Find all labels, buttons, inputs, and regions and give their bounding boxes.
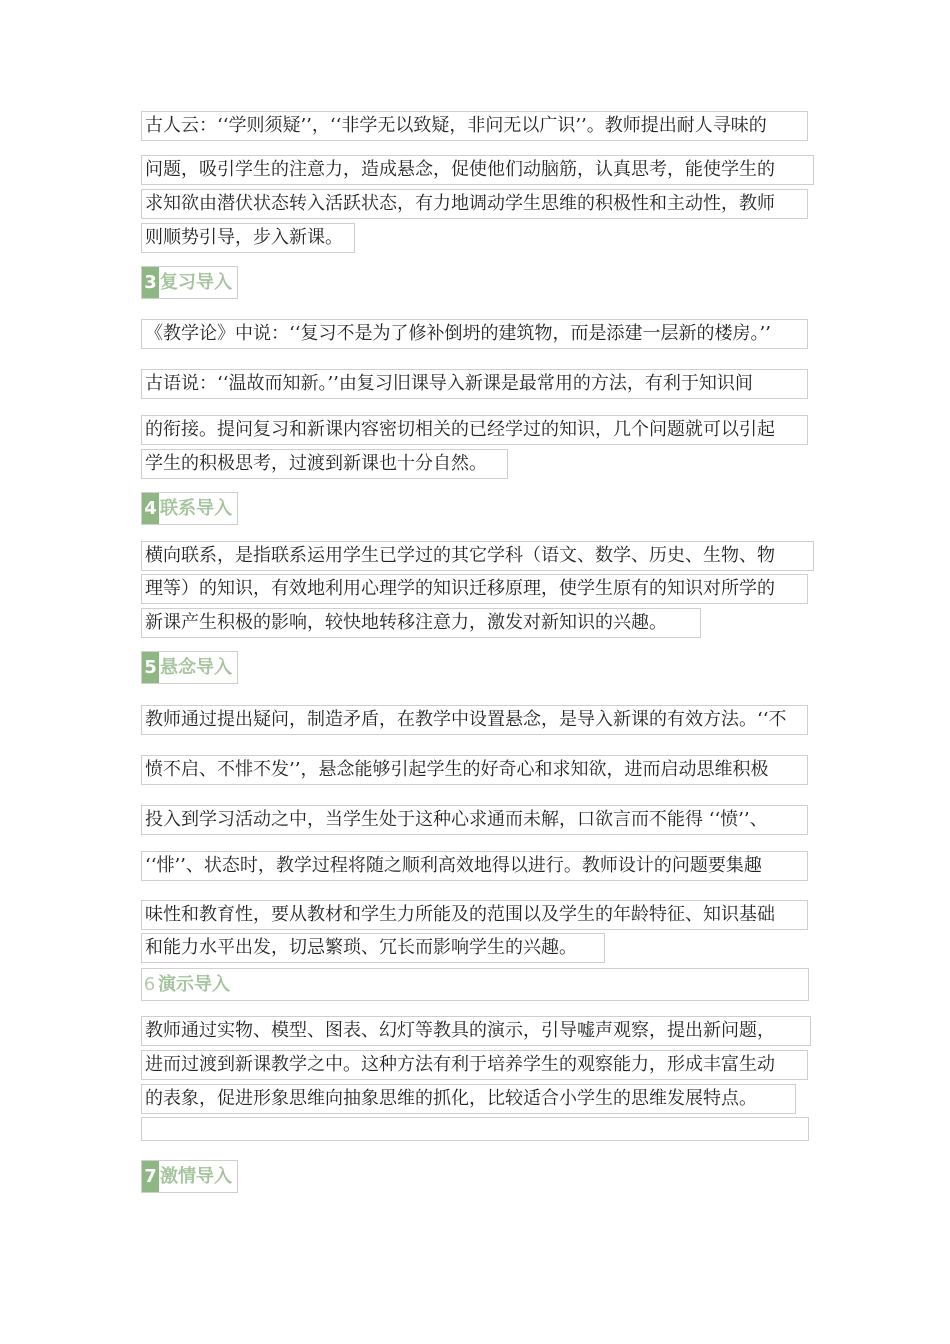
paragraph6-line-1: 教师通过实物、模型、图表、幻灯等教具的演示，引导嘘声观察，提出新问题，	[141, 1016, 811, 1046]
paragraph1-line-2: 问题，吸引学生的注意力，造成悬念，促使他们动脑筋，认真思考，能使学生的	[141, 155, 814, 185]
section3-number: 3	[142, 267, 159, 298]
paragraph1-line-4: 则顺势引导，步入新课。	[141, 223, 355, 253]
paragraph3-line-2: 古语说：‘‘温故而知新。’’由复习旧课导入新课是最常用的方法，有利于知识间	[141, 369, 808, 399]
paragraph4-line-2: 理等）的知识，有效地利用心理学的知识迁移原理，使学生原有的知识对所学的	[141, 574, 808, 604]
section7-number: 7	[142, 1161, 159, 1192]
paragraph5-line-4: ‘‘悱’’、状态时，教学过程将随之顺利高效地得以进行。教师设计的问题要集趣	[141, 851, 808, 881]
section6-heading	[141, 968, 809, 1001]
paragraph3-line-4: 学生的积极思考，过渡到新课也十分自然。	[141, 449, 508, 479]
section6-number: 6	[143, 974, 156, 995]
section7-heading	[141, 1160, 238, 1193]
section6-title: 演示导入	[158, 974, 230, 995]
paragraph5-line-5: 味性和教育性，要从教材和学生力所能及的范围以及学生的年龄特征、知识基础	[141, 900, 808, 930]
paragraph4-line-3: 新课产生积极的影响，较快地转移注意力，激发对新知识的兴趣。	[141, 608, 701, 638]
section5-number: 5	[142, 652, 159, 683]
paragraph5-line-1: 教师通过提出疑问，制造矛盾，在教学中设置悬念，是导入新课的有效方法。‘‘不	[141, 705, 808, 735]
section5-title: 悬念导入	[160, 657, 232, 678]
paragraph5-line-6: 和能力水平出发，切忌繁琐、冗长而影响学生的兴趣。	[141, 933, 605, 963]
section3-title: 复习导入	[160, 272, 232, 293]
section4-title: 联系导入	[160, 498, 232, 519]
paragraph1-line-1: 古人云：‘‘学则须疑’’，‘‘非学无以致疑，非问无以广识’’。教师提出耐人寻味的	[141, 111, 808, 141]
section5-heading	[141, 651, 238, 684]
paragraph1-line-3: 求知欲由潜伏状态转入活跃状态，有力地调动学生思维的积极性和主动性，教师	[141, 189, 808, 219]
section7-title: 激情导入	[160, 1166, 232, 1187]
empty-line	[141, 1117, 809, 1141]
section4-number: 4	[142, 493, 159, 524]
section3-heading	[141, 266, 238, 299]
paragraph4-line-1: 横向联系，是指联系运用学生已学过的其它学科（语文、数学、历史、生物、物	[141, 541, 814, 571]
paragraph3-line-3: 的衔接。提问复习和新课内容密切相关的已经学过的知识，几个问题就可以引起	[141, 415, 808, 445]
paragraph6-line-3: 的表象，促进形象思维向抽象思维的抓化，比较适合小学生的思维发展特点。	[141, 1084, 796, 1114]
paragraph5-line-3: 投入到学习活动之中，当学生处于这种心求通而未解，口欲言而不能得 ‘‘愤’’、	[141, 805, 808, 835]
paragraph5-line-2: 愤不启、不悱不发’’，悬念能够引起学生的好奇心和求知欲，进而启动思维积极	[141, 755, 808, 785]
section4-heading	[141, 492, 238, 525]
paragraph3-line-1: 《教学论》中说：‘‘复习不是为了修补倒坍的建筑物，而是添建一层新的楼房。’’	[141, 319, 808, 349]
paragraph6-line-2: 进而过渡到新课教学之中。这种方法有利于培养学生的观察能力，形成丰富生动	[141, 1050, 808, 1080]
